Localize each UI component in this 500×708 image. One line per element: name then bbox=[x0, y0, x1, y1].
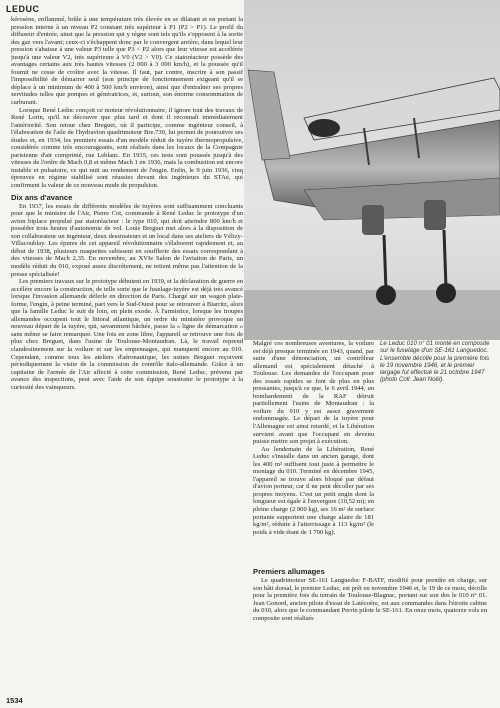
right-bottom-column bbox=[253, 564, 487, 704]
aircraft-photo bbox=[244, 0, 500, 340]
body-paragraph: Malgré ces nombreuses aventures, la voilure est déjà presque terminée en 1943, quand, par suite d'une dénonciation, un contrôleur allemand est spécialement détaché à Toulouse. Les demandes de l'occupant pour des essais rapides se font de plus en plus pressantes, jusqu'à ce que, le 6 avril 1944, un bombardement de la RAF détruit partiellement l'usine de Montaudran : la voilure du 010 y est assez gravement endommagée. Le départ de la tuyère pour l'Allemagne est ainsi retardé, et la Libération survient avant que l'occupant en devenu puisse mettre son projet à exécution. bbox=[253, 340, 374, 446]
body-paragraph: Lorsque René Leduc conçoit ce moteur révolutionnaire, il ignore tout des travaux de René Lorin, qu'il ne découvre que plus tard et dont il reconnaît immédiatement l'antériorité. Son retour chez Breguet, où il participe, comme ingénieur conseil, à l'élaboration de l'aile de l'hydravion quadrimoteur Bre.730, lui permet de poursuivre ses études et, en 1934, les premiers essais d'un modèle réduit de tuyère thermopropulsive, considérés comme très encourageants, sont réalisés dans les locaux de la Compagnie parisienne d'air comprimé, rue Leblanc. En 1935, ces tests sont poussés jusqu'à des vitesses de l'ordre de Mach 0,8 et même Mach 1 en 1936, mais la combustion est encore instable et pulsatoire, ce qui nuit au rendement de l'engin. Enfin, le 9 juin 1936, cinq épreuves en régime stabilisé sont réussies devant des ingénieurs du STAé, qui confirment la valeur de ce nouveau mode de propulsion. bbox=[11, 106, 243, 190]
body-paragraph: kérosène, enflammé, brûle à une température très élevée en se dilatant et en portant la pression interne à un niveau P2 constant très supérieur à P1 (P2 > P1). Le profil du diffuseur d'entrée, ainsi que la pression qui y règne sont tels qu'ils s'opposent à la sortie des gaz vers l'avant; ceux-ci s'échappent donc par le convergent arrière, dans lequel leur pression s'abaisse à une valeur P3 telle que P3 < P2 alors que leur vitesse est accélérée jusqu'à une valeur V2, très supérieure à V0 (V2 > V0). Ce statoréacteur possède des avantages certains aux très hautes vitesses (2 000 à 3 000 km/h), et la poussée qu'il fournit ne cesse de croître avec la vitesse. Il faut, par contre, inscrire à son passif l'impossibilité de démarrer seul (son principe de fonctionnement exigeant qu'il se déplace à un minimum de 400 à 500 km/h environ), ainsi que d'entraîner ses propres servitudes telles que pompes et génératrices, et, surtout, son énorme consommation de carburant. bbox=[11, 16, 243, 107]
body-paragraph: En 1937, les essais de différents modèles de tuyères sont suffisamment concluants pour que le ministre de l'Air, Pierre Cot, commande à René Leduc le prototype d'un avion biplace propulsé par statoréacteur : le type 010, qui doit atteindre 800 km/h et posséder trois heures d'autonomie de vol. Louis Breguet met alors à la disposition de son collaborateur un ingénieur, deux dessinateurs et un local dans ses ateliers de Vélizy-Villacoublay. Les épures de cet appareil révolutionnaire s'élaborent rapidement et, au début de 1938, plusieurs maquettes subissent en soufflerie des essais correspondant à des vitesses de Mach 2,35. En novembre, au XVIe Salon de l'aviation de Paris, un modèle réduit du 010, exposé assez discrètement, ne retient même pas l'attention de la presse spécialisée! bbox=[11, 202, 243, 278]
section-heading: Premiers allumages bbox=[253, 567, 325, 576]
leduc-composite-photo bbox=[244, 0, 500, 340]
left-column bbox=[11, 16, 243, 696]
photo-caption: Le Leduc 010 n° 01 monté en composite sur le fuselage d'un SE-161 Languedoc. L'ensemble décolle pour la première fois le 19 novembre 1946, et le premier largage fut effectué le 21 octobre 1947 (photo Coll. Jean Noël). bbox=[380, 340, 490, 384]
body-paragraph: Le quadrimoteur SE-161 Languedoc F-BATF, modifié pour prendre en charge, sur son bâti dorsal, le premier Leduc, est prêt en novembre 1946 et, le 19 de ce mois, décolle pour la première fois du terrain de Toulouse-Blagnac, portant sur son dos le 010 n° 01. Jean Gonord, ancien pilote d'essai de Latécoère, est aux commandes dans l'étroite cabine du 010, alors que le commandant Perrin pilote le SE-161. En onze mois, quatorze vols en composite sont réalisés bbox=[253, 577, 487, 622]
right-middle-column bbox=[253, 340, 374, 564]
body-paragraph: Les premiers travaux sur le prototype débutent en 1939, et la déclaration de guerre en accélère encore la construction, de telle sorte que le fuselage-tuyère est déjà très avancé lorsque l'invasion allemande déferle en direction de Paris. Chargé sur un wagon plate-forme, l'engin, à peine terminé, part vers le Sud-Ouest pour se retrouver à Biarritz, alors que la famille Leduc le suit de loin, en plein exode. À l'armistice, lorsque les troupes allemandes occupent tout le littoral atlantique, un ordre du ministère provoque un nouveau départ de la tuyère, qui, savamment bâchée, passe la « ligne de démarcation » sans même se faire remarquer. Une fois en zone libre, l'appareil se retrouve une fois de plus chez Breguet, dans l'usine de Toulouse-Montaudran. Là, le travail reprend clandestinement sur la voilure et sur les empennages, qui manquent encore au 010. Cependant, comme tous les ateliers d'aéronautique, les usines Breguet reçoivent périodiquement la visite de la commission de contrôle italo-allemande. Grâce à un capitaine de l'armée de l'Air affecté à cette commission, René Leduc, prévenu par avance des inspections, peut avec l'aide de son équipe soustraire le prototype à la curiosité des vainqueurs. bbox=[11, 278, 243, 391]
body-paragraph: Au lendemain de la Libération, René Leduc s'installe dans un ancien garage, dont les 400 m² suffisent tout juste à permettre le montage du 010. Terminé en décembre 1945, l'appareil se trouve alors bloqué par défaut d'avion porteur, car il ne peut décoller par ses propres moyens. C'est un petit engin dont la longueur est égale à l'envergure (10,52 m); en pleine charge (2 900 kg), ses 16 m² de surface portante supportent une charge alaire de 181 kg/m², réduite à l'atterrissage à 113 kg/m² (le poids à vide étant de 1 700 kg). bbox=[253, 445, 374, 536]
page-number: 1534 bbox=[6, 696, 23, 705]
running-head: LEDUC bbox=[6, 4, 40, 14]
section-heading: Dix ans d'avance bbox=[11, 192, 73, 202]
